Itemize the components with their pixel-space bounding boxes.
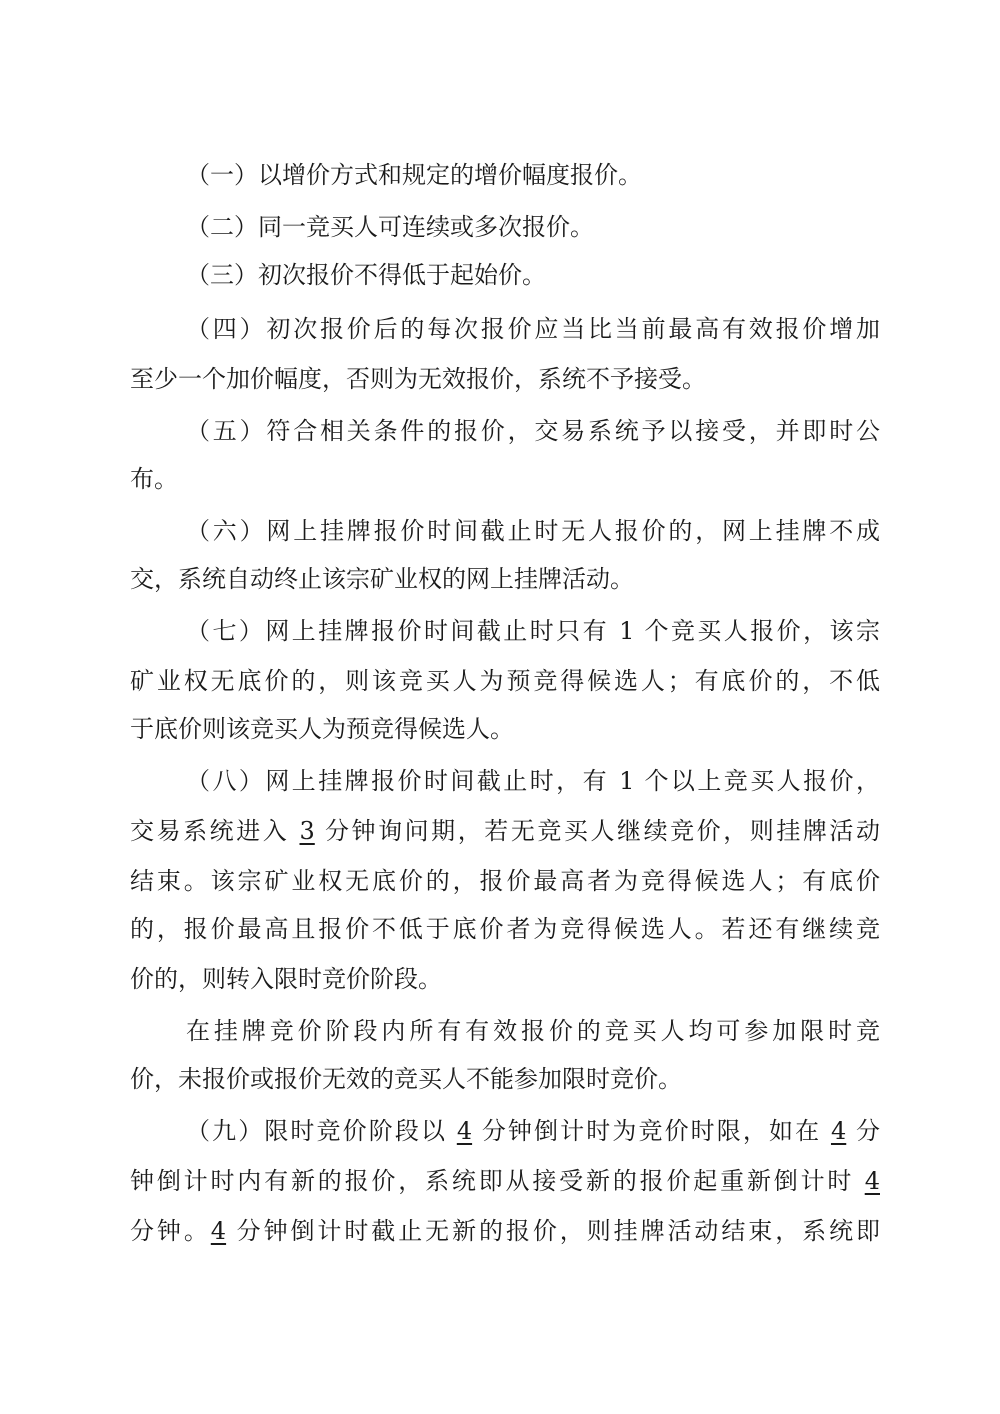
inquiry-minutes-value: 3 xyxy=(299,817,315,845)
clause-4-line-1: （四）初次报价后的每次报价应当比当前最高有效报价增加 xyxy=(186,315,880,343)
clause-9-line-3-b: 分钟倒计时截止无新的报价，则挂牌活动结束，系统即 xyxy=(226,1217,880,1245)
clause-9-line-1-b: 分钟倒计时为竞价时限，如在 xyxy=(472,1117,831,1145)
clause-8-line-3: 结束。该宗矿业权无底价的，报价最高者为竞得候选人；有底价 xyxy=(130,867,880,895)
countdown-minutes-value: 4 xyxy=(830,1117,847,1145)
clause-6-line-2: 交，系统自动终止该宗矿业权的网上挂牌活动。 xyxy=(130,565,634,593)
clause-8-line-2-a: 交易系统进入 xyxy=(130,817,300,845)
clause-7-line-1: （七）网上挂牌报价时间截止时只有 1 个竞买人报价，该宗 xyxy=(186,617,880,645)
clause-9-line-2 xyxy=(130,1161,880,1201)
clause-8-line-5: 价的，则转入限时竞价阶段。 xyxy=(130,965,442,993)
clause-9-line-1-a: （九）限时竞价阶段以 xyxy=(186,1117,457,1145)
clause-9-line-3-a: 分钟。 xyxy=(130,1217,211,1245)
paragraph-line-2: 价，未报价或报价无效的竞买人不能参加限时竞价。 xyxy=(130,1065,682,1093)
clause-5-line-1: （五）符合相关条件的报价，交易系统予以接受，并即时公 xyxy=(186,417,880,445)
countdown-minutes-value: 4 xyxy=(210,1217,227,1245)
clause-8-line-2 xyxy=(130,811,880,851)
countdown-minutes-value: 4 xyxy=(864,1167,880,1195)
clause-9-line-3 xyxy=(130,1211,880,1251)
clause-7-line-3: 于底价则该竞买人为预竞得候选人。 xyxy=(130,715,514,743)
countdown-minutes-value: 4 xyxy=(456,1117,473,1145)
clause-5-line-2: 布。 xyxy=(130,465,178,493)
clause-9-line-2-a: 钟倒计时内有新的报价，系统即从接受新的报价起重新倒计时 xyxy=(130,1167,865,1195)
clause-9-line-1 xyxy=(186,1111,880,1151)
clause-1: （一）以增价方式和规定的增价幅度报价。 xyxy=(186,161,642,189)
clause-6-line-1: （六）网上挂牌报价时间截止时无人报价的，网上挂牌不成 xyxy=(186,517,880,545)
clause-2: （二）同一竞买人可连续或多次报价。 xyxy=(186,213,594,241)
paragraph-line-1: 在挂牌竞价阶段内所有有效报价的竞买人均可参加限时竞 xyxy=(186,1017,880,1045)
clause-9-line-1-c: 分 xyxy=(846,1117,880,1145)
clause-8-line-1: （八）网上挂牌报价时间截止时，有 1 个以上竞买人报价， xyxy=(186,767,880,795)
clause-8-line-4: 的，报价最高且报价不低于底价者为竞得候选人。若还有继续竞 xyxy=(130,915,880,943)
clause-4-line-2: 至少一个加价幅度，否则为无效报价，系统不予接受。 xyxy=(130,365,706,393)
clause-3: （三）初次报价不得低于起始价。 xyxy=(186,261,546,289)
clause-8-line-2-b: 分钟询问期，若无竞买人继续竞价，则挂牌活动 xyxy=(314,817,880,845)
clause-7-line-2: 矿业权无底价的，则该竞买人为预竞得候选人；有底价的，不低 xyxy=(130,667,880,695)
